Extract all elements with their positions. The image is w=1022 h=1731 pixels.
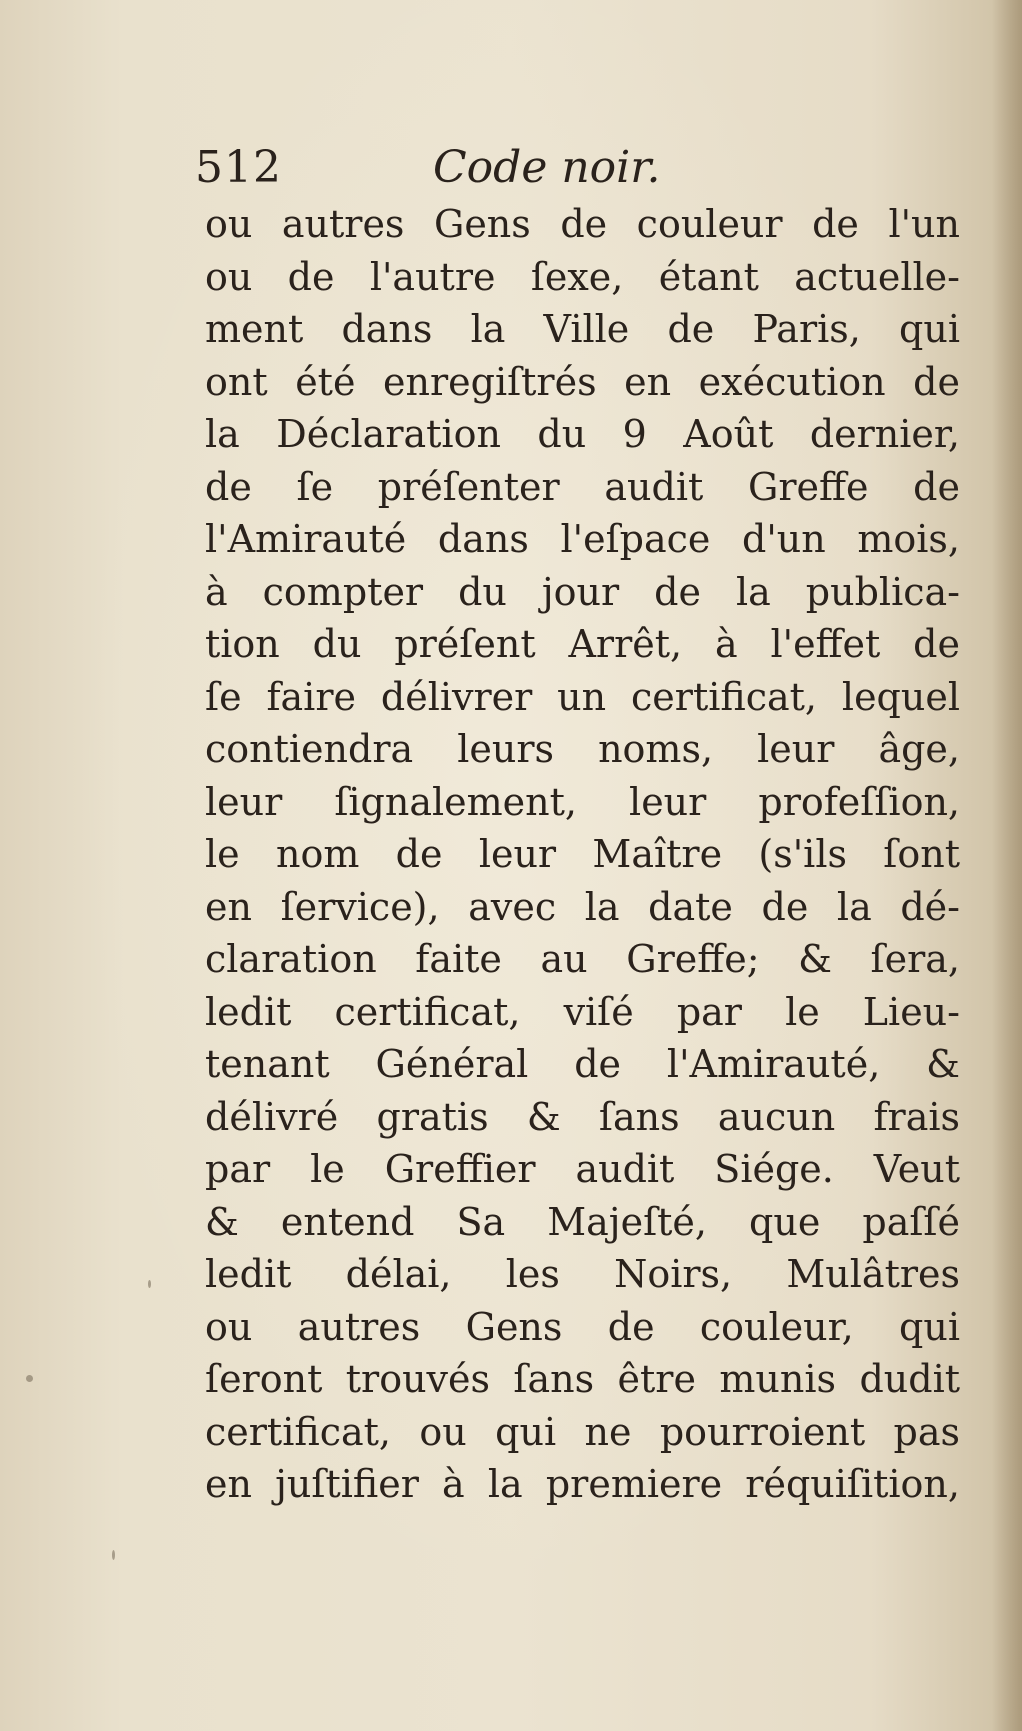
text-line: ſe faire délivrer un certificat, lequel	[205, 674, 960, 719]
text-line: & entend Sa Majeſté, que paſſé	[205, 1199, 960, 1244]
page-number: 512	[195, 142, 282, 193]
text-line: tion du préſent Arrêt, à l'effet de	[205, 622, 960, 666]
text-line: certificat, ou qui ne pourroient pas	[205, 1409, 960, 1454]
text-line: par le Greffier audit Siége. Veut	[205, 1147, 960, 1191]
text-line: à compter du jour de la publica-	[205, 569, 960, 614]
paper-speck	[26, 1375, 33, 1382]
text-line: ment dans la Ville de Paris, qui	[205, 307, 960, 351]
paper-speck	[148, 1280, 151, 1288]
text-line: ou autres Gens de couleur, qui	[205, 1304, 960, 1349]
text-line: le nom de leur Maître (s'ils ſont	[205, 832, 960, 876]
text-line: ont été enregiſtrés en exécution de	[205, 359, 960, 404]
text-line: contiendra leurs noms, leur âge,	[205, 727, 960, 771]
text-line: l'Amirauté dans l'eſpace d'un mois,	[205, 517, 960, 561]
running-head: Code noir.	[433, 142, 661, 193]
text-line: ſeront trouvés ſans être munis dudit	[205, 1357, 960, 1401]
paper-speck	[112, 1550, 115, 1560]
text-line: délivré gratis & ſans aucun frais	[205, 1094, 960, 1139]
text-line: claration faite au Greffe; & ſera,	[205, 937, 960, 981]
text-line: ou de l'autre ſexe, étant actuelle-	[205, 254, 960, 299]
text-line: en ſervice), avec la date de la dé-	[205, 884, 960, 929]
text-line: leur ſignalement, leur profeſſion,	[205, 779, 960, 824]
text-line: en juſtifier à la premiere réquiſition,	[205, 1462, 960, 1506]
text-line: la Déclaration du 9 Août dernier,	[205, 412, 960, 456]
text-line: ledit certificat, viſé par le Lieu-	[205, 989, 960, 1034]
text-line: ledit délai, les Noirs, Mulâtres	[205, 1252, 960, 1296]
text-line: ou autres Gens de couleur de l'un	[205, 202, 960, 246]
body-text	[205, 198, 960, 1511]
text-line: tenant Général de l'Amirauté, &	[205, 1042, 960, 1086]
text-line: de ſe préſenter audit Greffe de	[205, 464, 960, 509]
page-header	[195, 142, 895, 202]
page-edge-shadow	[992, 0, 1022, 1731]
